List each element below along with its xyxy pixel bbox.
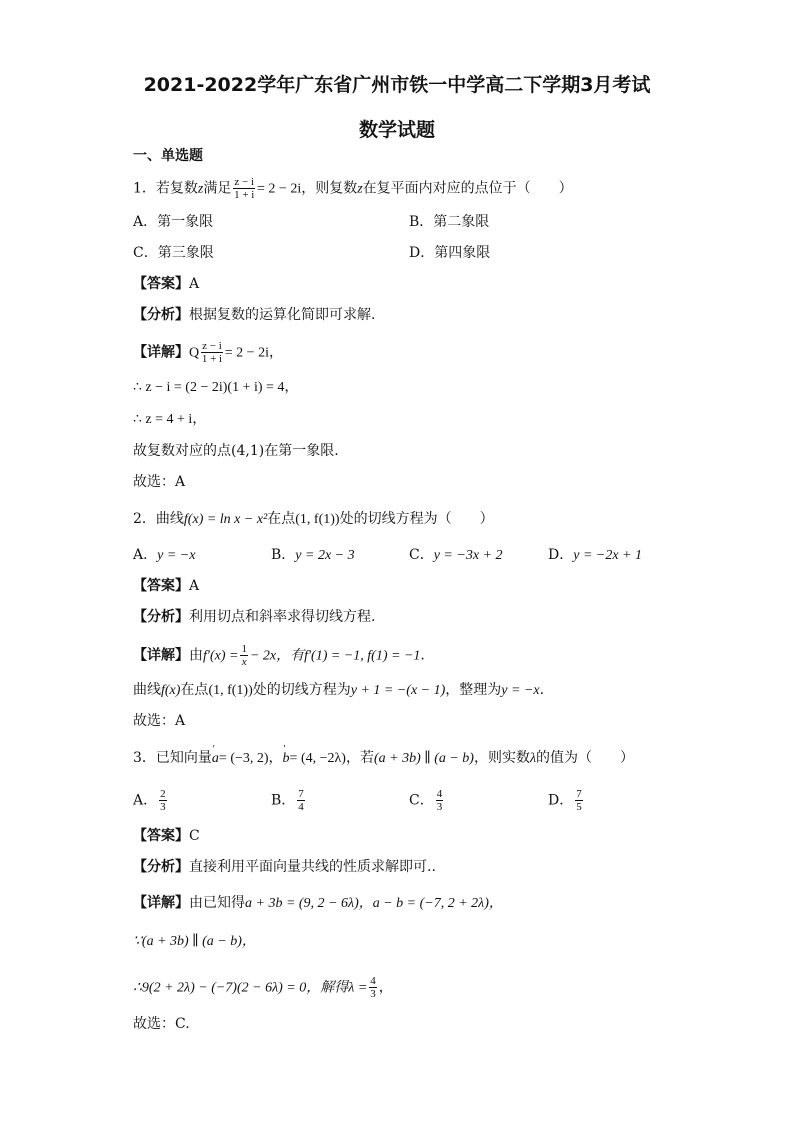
section-heading: 一、单选题 xyxy=(133,148,203,164)
q3-detail-2: ∵(a + 3b) ∥ (a − b)， xyxy=(133,934,256,949)
q3-option-d: D． $\frac{7}{5}$ xyxy=(548,788,582,813)
q3-option-a: A． $\frac{2}{3}$ xyxy=(133,788,166,813)
q3-stem: 3．已知向量' a= (−3, 2)，' b= (4, −2λ)，若(a + 3b) ∥ (a − b)，则实数λ的值为（ ） xyxy=(133,748,634,769)
q3-option-b: B． $\frac{7}{4}$ xyxy=(271,788,304,813)
q2-analysis: 【分析】利用切点和斜率求得切线方程. xyxy=(133,609,376,625)
q1-option-b: B．第二象限 xyxy=(409,214,490,230)
q1-detail-1: 【详解】Q $\frac{z - i}{1 + i}$ = 2 − 2i， xyxy=(133,340,283,365)
q2-detail-fraction: $\frac{1}{x}$ xyxy=(241,643,247,668)
q2-stem: 2．曲线f(x) = ln x − x²在点(1, f(1))处的切线方程为（ ） xyxy=(133,511,494,527)
q2-detail-2: 曲线f(x)在点(1, f(1))处的切线方程为y + 1 = −(x − 1)，整理为y = −x. xyxy=(133,682,545,698)
q1-answer: 【答案】A xyxy=(133,276,200,292)
q1-analysis: 【分析】根据复数的运算化简即可求解. xyxy=(133,307,376,323)
q2-option-a: A．y = −x xyxy=(133,547,196,563)
page-title: 2021-2022学年广东省广州市铁一中学高二下学期3月考试 xyxy=(143,74,651,96)
q2-answer: 【答案】A xyxy=(133,578,200,594)
q1-option-d: D．第四象限 xyxy=(409,245,491,261)
q3-detail-3: ∴9(2 + 2λ) − (−7)(2 − 6λ) = 0，解得λ = $\frac{4}{3}$ ， xyxy=(133,975,393,1000)
q2-option-d: D．y = −2x + 1 xyxy=(548,547,643,563)
q3-answer: 【答案】C xyxy=(133,828,200,844)
q1-detail-3: ∴ z = 4 + i， xyxy=(133,412,207,427)
q3-conclusion: 故选：C. xyxy=(133,1016,190,1032)
q2-conclusion: 故选：A xyxy=(133,713,186,729)
q1-option-a: A．第一象限 xyxy=(133,214,214,230)
q3-detail-1: 【详解】由已知得a + 3b = (9, 2 − 6λ)，a − b = (−7, 2 + 2λ)， xyxy=(133,895,503,911)
q1-detail-fraction: $\frac{z - i}{1 + i}$ xyxy=(201,340,223,365)
q1-stem: 1．若复数z满足 $\frac{z - i}{1 + i}$ = 2 − 2i，则复数z在复平面内对应的点位于（ ） xyxy=(133,176,573,201)
q2-option-b: B．y = 2x − 3 xyxy=(271,547,355,563)
q3-analysis: 【分析】直接利用平面向量共线的性质求解即可.. xyxy=(133,859,436,875)
q2-option-c: C．y = −3x + 2 xyxy=(409,547,503,563)
page-subtitle: 数学试题 xyxy=(358,119,435,141)
q1-option-c: C．第三象限 xyxy=(133,245,214,261)
q1-fraction: $\frac{z - i}{1 + i}$ xyxy=(234,176,255,201)
q3-option-c: C． $\frac{4}{3}$ xyxy=(409,788,443,813)
q2-detail-1: 【详解】由f′(x) = $\frac{1}{x}$ − 2x，有f′(1) = −1, f(1) = −1. xyxy=(133,643,425,668)
q1-detail-2: ∴ z − i = (2 − 2i)(1 + i) = 4， xyxy=(133,380,299,395)
q3-detail-fraction: $\frac{4}{3}$ xyxy=(370,975,376,1000)
q1-detail-4: 故复数对应的点(4,1)在第一象限. xyxy=(133,443,339,459)
q1-conclusion: 故选：A xyxy=(133,474,186,490)
